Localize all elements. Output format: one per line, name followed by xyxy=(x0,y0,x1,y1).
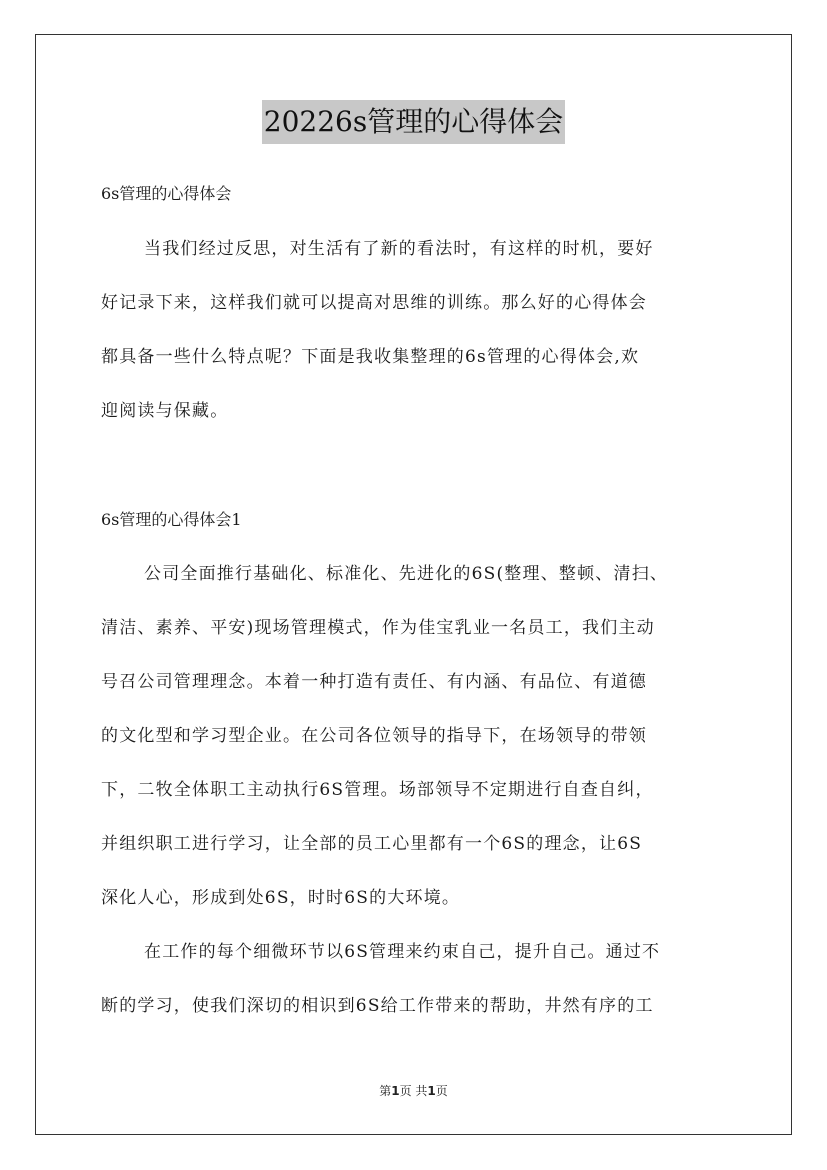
title-wrap xyxy=(0,100,827,144)
page-total: 1 xyxy=(427,1084,436,1098)
page-footer xyxy=(0,1082,827,1100)
paragraph-line: 清洁、素养、平安)现场管理模式，作为佳宝乳业一名员工，我们主动 xyxy=(101,618,655,638)
paragraph-line: 下，二牧全体职工主动执行6S管理。场部领导不定期进行自查自纠， xyxy=(101,780,654,800)
intro-line: 好记录下来，这样我们就可以提高对思维的训练。那么好的心得体会 xyxy=(101,293,647,313)
intro-line: 当我们经过反思，对生活有了新的看法时，有这样的时机，要好 xyxy=(144,239,654,259)
intro-line: 迎阅读与保藏。 xyxy=(101,401,229,421)
document-subtitle: 6s管理的心得体会 xyxy=(101,184,232,203)
paragraph-line: 公司全面推行基础化、标准化、先进化的6S(整理、整顿、清扫、 xyxy=(144,564,669,584)
paragraph-line: 的文化型和学习型企业。在公司各位领导的指导下，在场领导的带领 xyxy=(101,726,647,746)
paragraph-line: 在工作的每个细微环节以6S管理来约束自己，提升自己。通过不 xyxy=(144,942,661,962)
paragraph-line: 深化人心，形成到处6S，时时6S的大环境。 xyxy=(101,888,461,908)
intro-line: 都具备一些什么特点呢？下面是我收集整理的6s管理的心得体会,欢 xyxy=(101,347,640,367)
paragraph-line: 号召公司管理理念。本着一种打造有责任、有内涵、有品位、有道德 xyxy=(101,672,647,692)
footer-label: 页 共 xyxy=(399,1084,428,1098)
page-current: 1 xyxy=(391,1084,400,1098)
footer-label: 页 xyxy=(435,1084,448,1098)
section-heading: 6s管理的心得体会1 xyxy=(101,510,242,529)
paragraph-line: 并组织职工进行学习，让全部的员工心里都有一个6S的理念，让6S xyxy=(101,834,643,854)
document-title: 20226s管理的心得体会 xyxy=(262,100,565,144)
paragraph-line: 断的学习，使我们深切的相识到6S给工作带来的帮助，井然有序的工 xyxy=(101,996,654,1016)
footer-label: 第 xyxy=(379,1084,392,1098)
